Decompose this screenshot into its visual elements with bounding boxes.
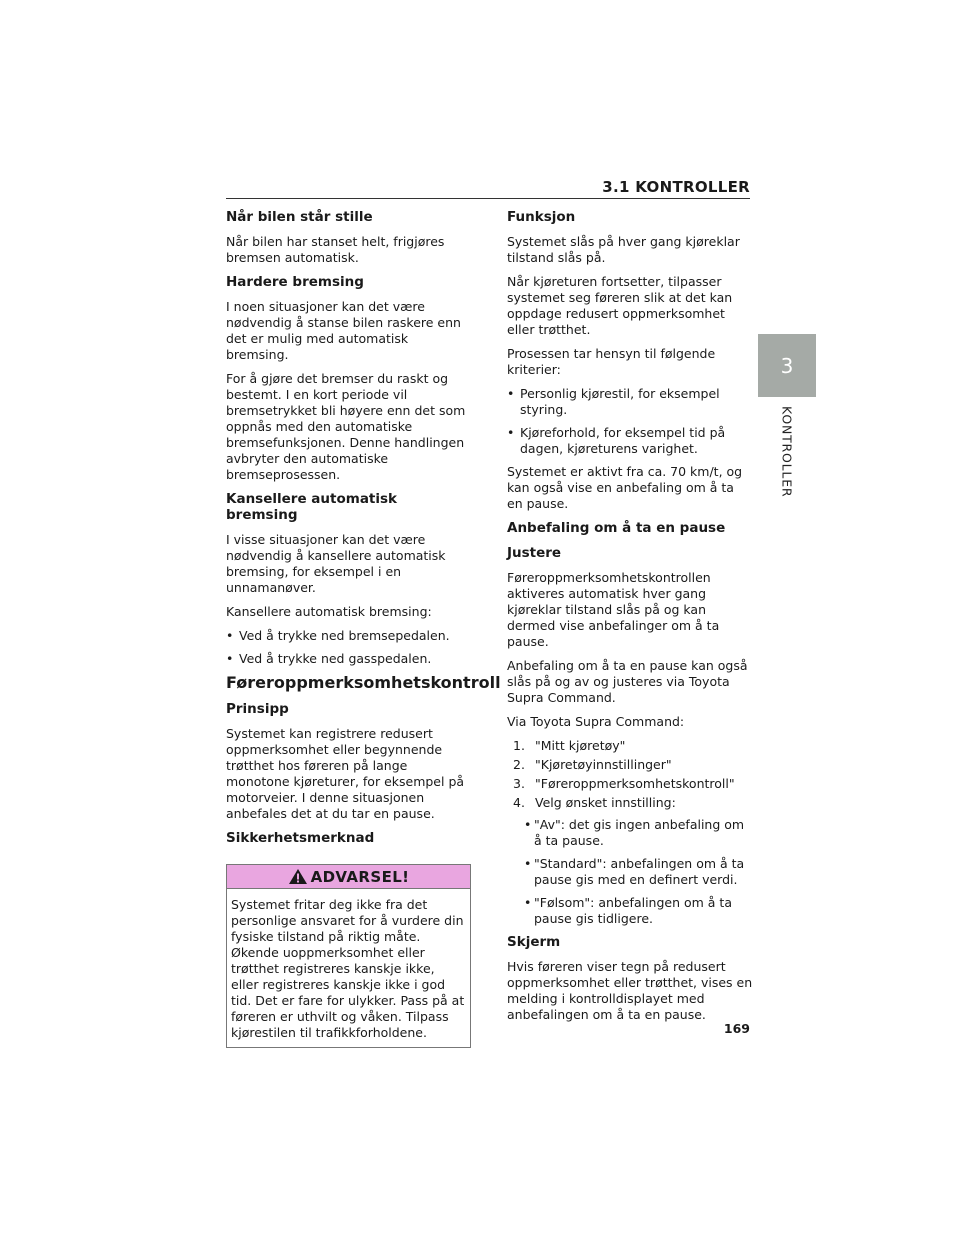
numbered-step — [513, 776, 753, 792]
chapter-side-label: KONTROLLER — [779, 406, 795, 498]
paragraph: Når bilen har stanset helt, frigjøres bremsen automatisk. — [226, 234, 445, 265]
heading-screen: Skjerm — [507, 934, 561, 950]
list-item: • Kjøreforhold, for eksempel tid på dagen, kjøreturens varighet. — [507, 425, 753, 457]
left-column — [226, 209, 501, 1048]
paragraph: Systemet er aktivt fra ca. 70 km/t, og kan også vise en anbefaling om å ta en pause. — [507, 464, 743, 511]
warning-text: Systemet fritar deg ikke fra det personlige ansvaret for å vurdere din fysiske tilstand på riktig måte. Økende uoppmerksomhet eller trøtthet registreres kanskje ikke, eller registreres kanskje ikke i god tid. Det er fare for ulykker. Pass på at føreren er uthvilt og våken. Tilpass kjørestilen til trafikkforholdene. — [231, 897, 465, 1040]
chapter-tab — [758, 334, 816, 397]
heading-safety-note: Sikkerhetsmerknad — [226, 830, 375, 846]
heading-cancel-braking: Kansellere automatisk bremsing — [226, 491, 398, 523]
step-number: 2. — [513, 757, 525, 772]
right-column — [507, 209, 753, 1031]
paragraph: I visse situasjoner kan det være nødvendig å kansellere automatisk bremsing, for eksempel i en unnamanøver. — [226, 532, 446, 595]
heading-break-recommendation: Anbefaling om å ta en pause — [507, 520, 726, 536]
step-text: "Mitt kjøretøy" — [535, 738, 626, 753]
numbered-step — [513, 795, 753, 811]
numbered-step — [513, 738, 753, 754]
paragraph: Prosessen tar hensyn til følgende kriterier: — [507, 346, 716, 377]
heading-harder-braking: Hardere bremsing — [226, 274, 364, 290]
step-text: "Føreroppmerksomhetskontroll" — [535, 776, 735, 791]
list-item: • Ved å trykke ned bremsepedalen. — [226, 628, 470, 644]
heading-adjust: Justere — [507, 545, 562, 561]
heading-function: Funksjon — [507, 209, 576, 225]
option-item: • "Standard": anbefalingen om å ta pause gis med en definert verdi. — [507, 856, 753, 888]
step-text: "Kjøretøyinnstillinger" — [535, 757, 672, 772]
paragraph: I noen situasjoner kan det være nødvendig å stanse bilen raskere enn det er mulig med automatisk bremsing. — [226, 299, 461, 362]
paragraph: Systemet slås på hver gang kjøreklar tilstand slås på. — [507, 234, 740, 265]
step-text: Velg ønsket innstilling: — [535, 795, 676, 810]
paragraph: Via Toyota Supra Command: — [507, 714, 685, 729]
warning-triangle-icon — [288, 868, 308, 885]
heading-attention-control: Føreroppmerksomhetskontroll — [226, 673, 501, 692]
step-number: 1. — [513, 738, 525, 753]
heading-stationary: Når bilen står stille — [226, 209, 373, 225]
header-divider — [226, 198, 750, 199]
option-item: • "Av": det gis ingen anbefaling om å ta pause. — [507, 817, 753, 849]
warning-header — [227, 865, 470, 889]
option-item: • "Følsom": anbefalingen om å ta pause gis tidligere. — [507, 895, 753, 927]
step-number: 3. — [513, 776, 525, 791]
paragraph: Kansellere automatisk bremsing: — [226, 604, 432, 619]
list-item: • Ved å trykke ned gasspedalen. — [226, 651, 470, 667]
step-number: 4. — [513, 795, 525, 810]
warning-box — [226, 864, 471, 1048]
paragraph: Systemet kan registrere redusert oppmerksomhet eller begynnende trøtthet hos føreren på lange monotone kjøreturer, for eksempel på motorveier. I denne situasjonen anbefales det at du tar en pause. — [226, 726, 465, 821]
heading-principle: Prinsipp — [226, 701, 289, 717]
page-number: 169 — [723, 1021, 750, 1036]
list-item: • Personlig kjørestil, for eksempel styring. — [507, 386, 753, 418]
chapter-number: 3 — [780, 353, 794, 378]
paragraph: Anbefaling om å ta en pause kan også slås på og av og justeres via Toyota Supra Command. — [507, 658, 748, 705]
warning-title: ADVARSEL! — [310, 867, 410, 886]
paragraph: Når kjøreturen fortsetter, tilpasser systemet seg føreren slik at det kan oppdage redusert oppmerksomhet eller trøtthet. — [507, 274, 733, 337]
paragraph: Føreroppmerksomhetskontrollen aktiveres automatisk hver gang kjøreklar tilstand slås på og kan dermed vise anbefalinger om å ta pause. — [507, 570, 720, 649]
paragraph: For å gjøre det bremser du raskt og bestemt. I en kort periode vil bremsetrykket bli høyere enn det som oppnås med den automatiske bremsefunksjonen. Denne handlingen avbryter den automatiske bremseprosessen. — [226, 371, 466, 482]
section-title: 3.1 KONTROLLER — [602, 178, 750, 196]
paragraph: Hvis føreren viser tegn på redusert oppmerksomhet eller trøtthet, vises en melding i kontrolldisplayet med anbefalingen om å ta en pause. — [507, 959, 753, 1022]
numbered-step — [513, 757, 753, 773]
